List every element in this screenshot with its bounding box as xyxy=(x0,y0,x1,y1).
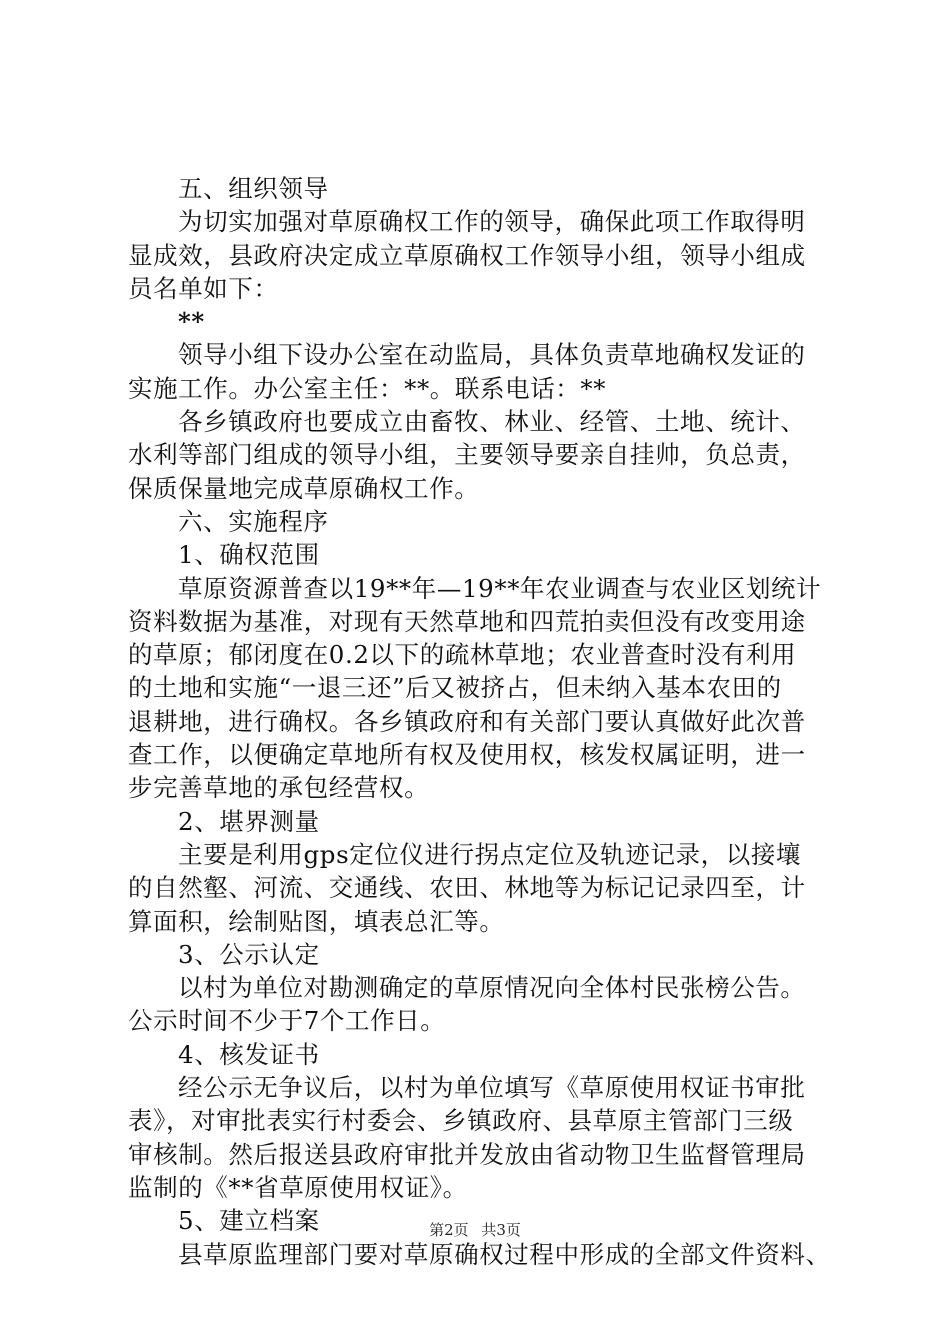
text-line: 算面积，绘制贴图，填表总汇等。 xyxy=(128,906,505,936)
text-line: 显成效，县政府决定成立草原确权工作领导小组，领导小组成 xyxy=(128,240,806,270)
page-footer xyxy=(0,1219,950,1241)
text-line: 退耕地，进行确权。各乡镇政府和有关部门要认真做好此次普 xyxy=(128,706,806,736)
text-line: 步完善草地的承包经营权。 xyxy=(128,773,430,803)
text-line: 六、实施程序 xyxy=(178,506,329,536)
text-line: 水利等部门组成的领导小组，主要领导要亲自挂帅，负总责， xyxy=(128,440,806,470)
text-line: 资料数据为基准，对现有天然草地和四荒拍卖但没有改变用途 xyxy=(128,606,806,636)
text-line: 五、组织领导 xyxy=(178,174,329,203)
text-line: 表》，对审批表实行村委会、乡镇政府、县草原主管部门三级 xyxy=(128,1106,794,1136)
text-line: 员名单如下： xyxy=(128,273,279,303)
text-line: 3、公示认定 xyxy=(178,939,320,969)
text-line: 县草原监理部门要对草原确权过程中形成的全部文件资料、 xyxy=(178,1239,831,1269)
page-total: 共3页 xyxy=(481,1221,521,1239)
text-line: 的土地和实施“一退三还”后又被挤占，但未纳入基本农田的 xyxy=(128,673,782,703)
text-line: 的草原；郁闭度在0.2以下的疏林草地；农业普查时没有利用 xyxy=(128,640,797,670)
text-line: 经公示无争议后，以村为单位填写《草原使用权证书审批 xyxy=(178,1073,806,1103)
text-line: 为切实加强对草原确权工作的领导，确保此项工作取得明 xyxy=(178,207,806,237)
text-line: 1、确权范围 xyxy=(178,540,320,570)
text-line: ** xyxy=(178,307,205,337)
text-line: 监制的《**省草原使用权证》。 xyxy=(128,1172,468,1202)
text-line: 查工作，以便确定草地所有权及使用权，核发权属证明，进一 xyxy=(128,740,806,770)
text-line: 的自然壑、河流、交通线、农田、林地等为标记记录四至，计 xyxy=(128,873,806,903)
text-line: 领导小组下设办公室在动监局，具体负责草地确权发证的 xyxy=(178,340,806,370)
text-line: 各乡镇政府也要成立由畜牧、林业、经管、土地、统计、 xyxy=(178,407,806,437)
text-line: 草原资源普查以19**年—19**年农业调查与农业区划统计 xyxy=(178,573,822,603)
text-line: 以村为单位对勘测确定的草原情况向全体村民张榜公告。 xyxy=(178,973,806,1003)
text-line: 主要是利用gps定位仪进行拐点定位及轨迹记录，以接壤 xyxy=(178,839,802,869)
text-line: 公示时间不少于7个工作日。 xyxy=(128,1006,446,1036)
text-line: 审核制。然后报送县政府审批并发放由省动物卫生监督管理局 xyxy=(128,1139,806,1169)
text-line: 2、堪界测量 xyxy=(178,806,320,836)
text-line: 5、建立档案 xyxy=(178,1206,320,1236)
document-body xyxy=(128,172,840,1271)
text-line: 实施工作。办公室主任：**。联系电话：** xyxy=(128,373,607,403)
text-line: 保质保量地完成草原确权工作。 xyxy=(128,473,480,503)
text-line: 4、核发证书 xyxy=(178,1039,320,1069)
page-number: 第2页 xyxy=(429,1221,469,1239)
